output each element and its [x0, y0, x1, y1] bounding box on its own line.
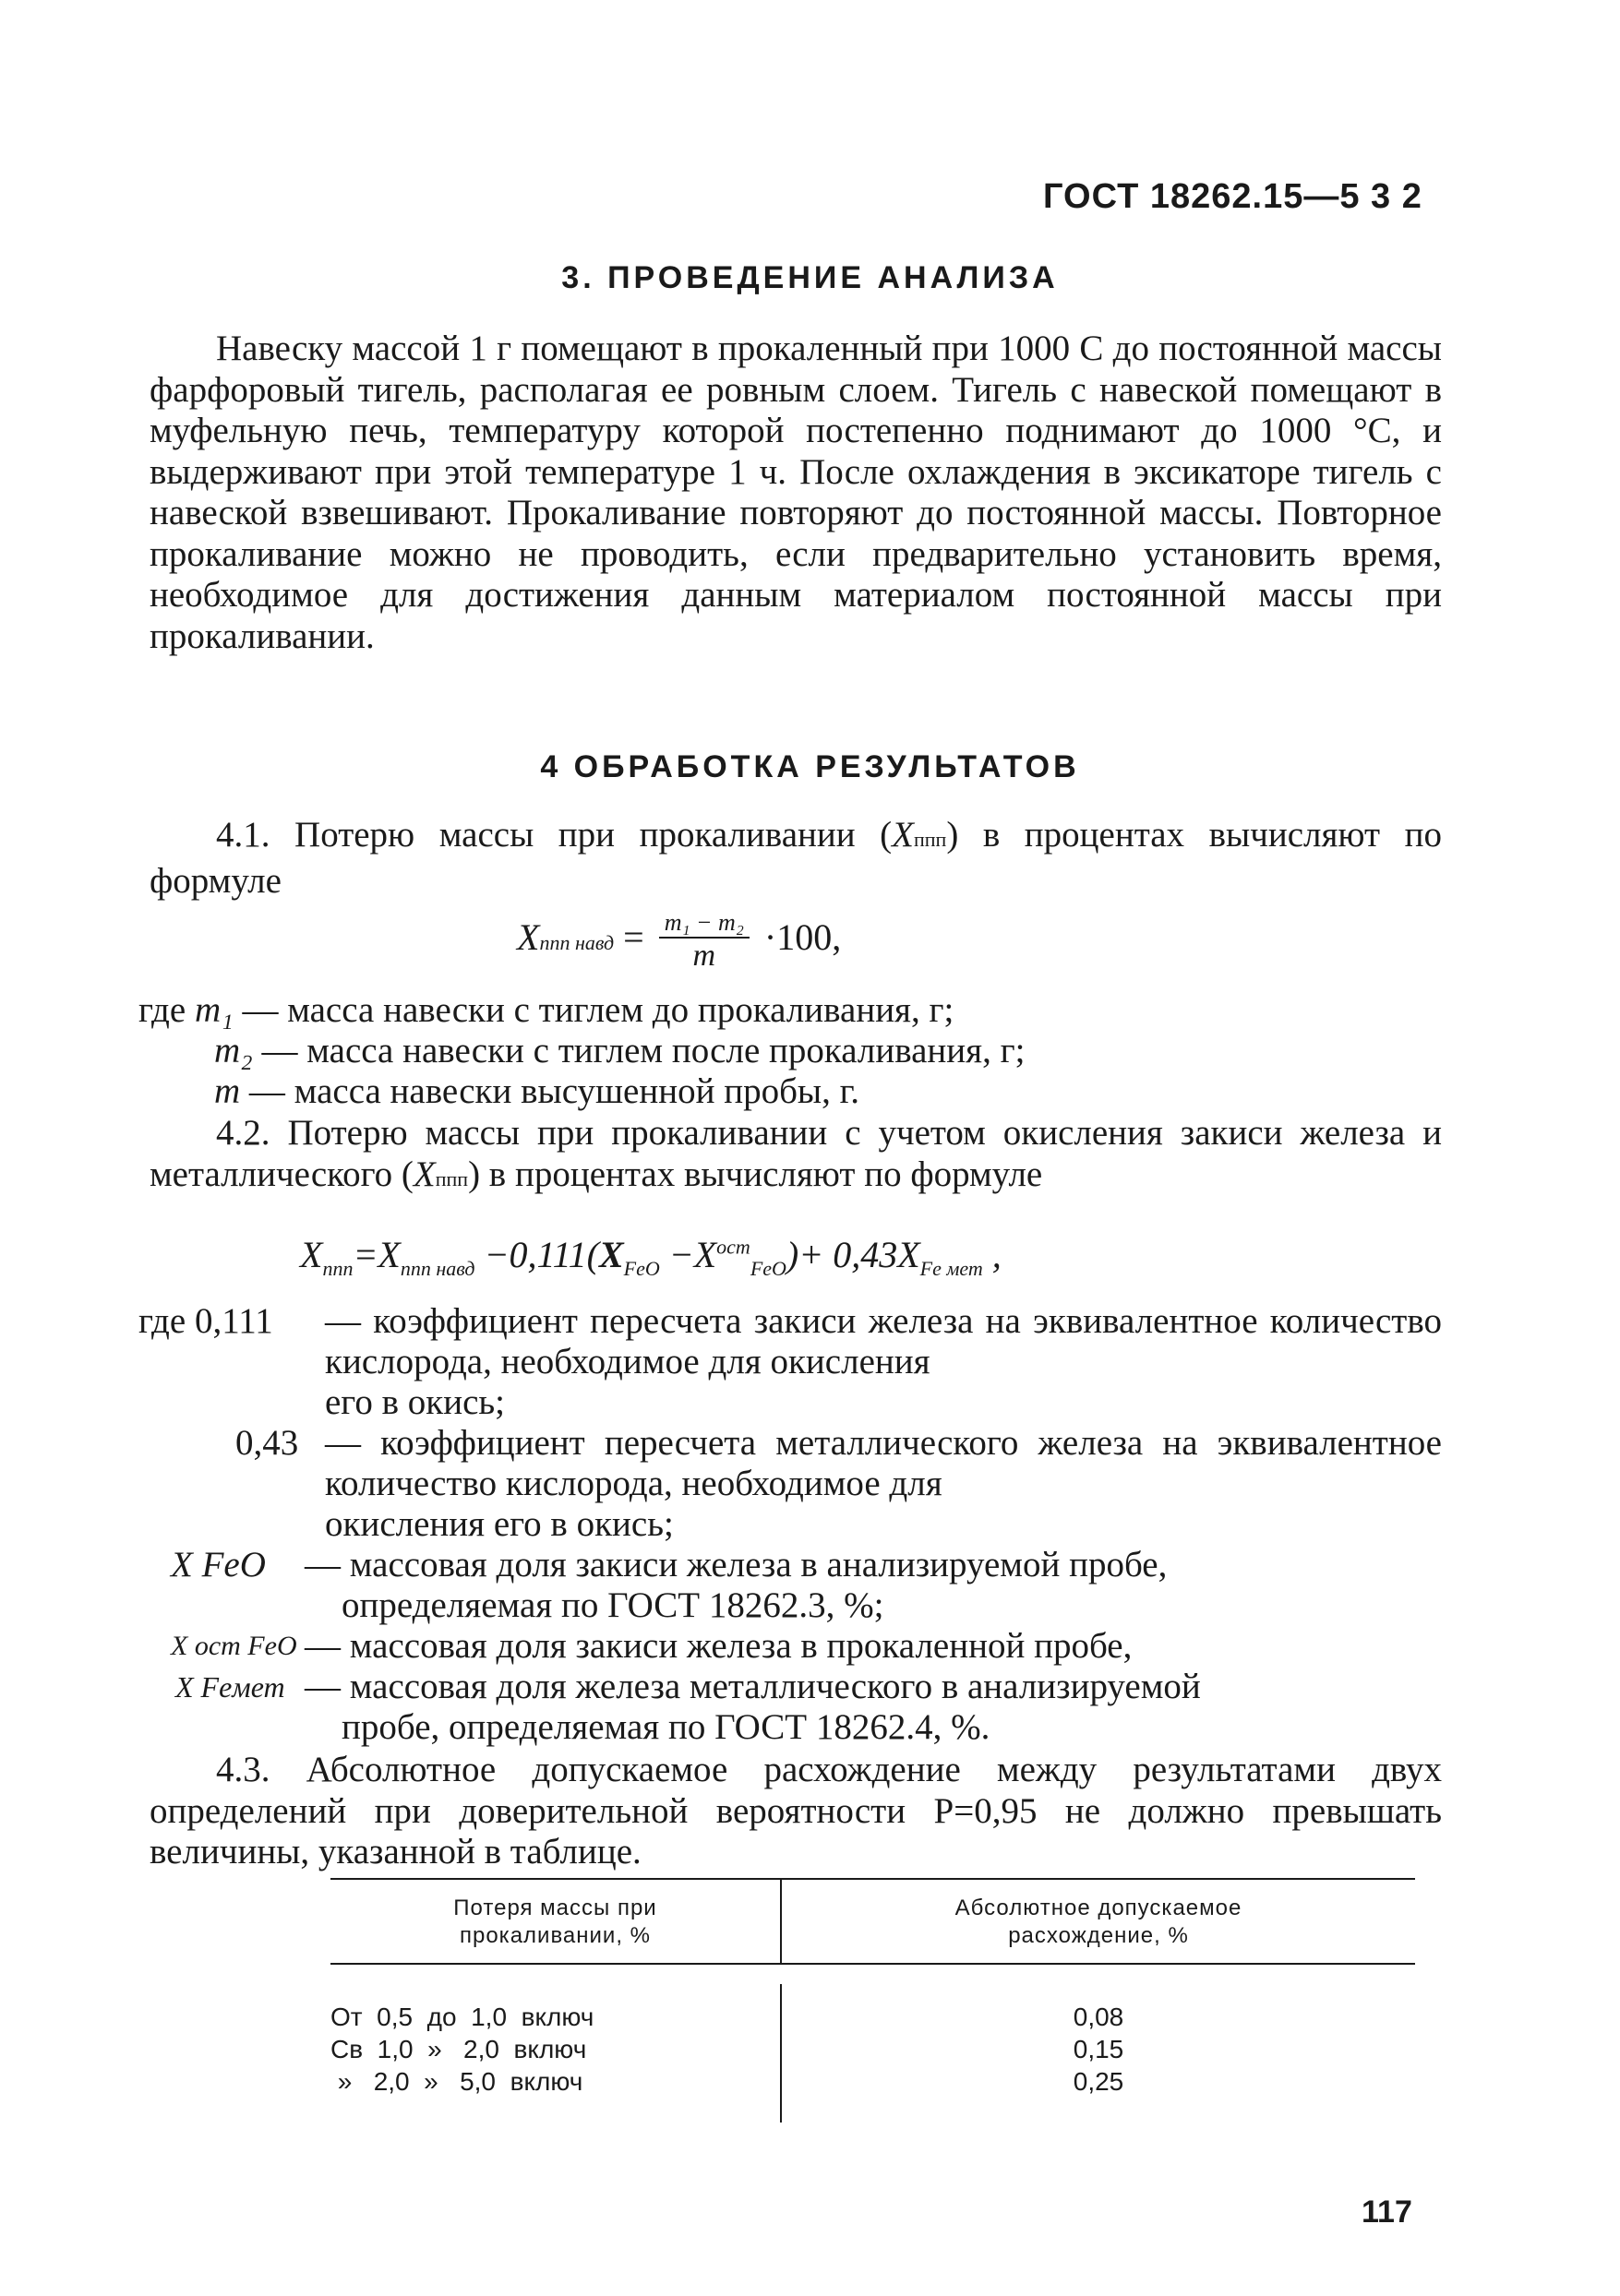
paragraph-4-2 — [150, 1113, 1442, 1200]
table-row-2-value: 0,15 — [1073, 2035, 1124, 2063]
table-row-2-range: Св 1,0 » 2,0 включ — [330, 2035, 587, 2063]
def-xfeo-ost-symbol: X ост FeO — [171, 1631, 297, 1661]
def-xfemet-line1: — массовая доля железа металлического в анализируемой — [305, 1667, 1201, 1706]
table-row-1-range: От 0,5 до 1,0 включ — [330, 2003, 594, 2031]
def-xfeo-ost-text — [305, 1626, 1132, 1667]
def-xfemet-line2: пробе, определяемая по ГОСТ 18262.4, %. — [342, 1707, 990, 1747]
def-m-symbol: m — [214, 1071, 241, 1111]
def-m2-symbol: m₂ — [214, 1031, 253, 1070]
def-xfeo-text — [305, 1545, 1167, 1626]
p41-var: X — [892, 815, 914, 855]
paragraph-4-1 — [150, 815, 1442, 902]
table-row-3-value: 0,25 — [1073, 2067, 1124, 2096]
page-number: 117 — [1362, 2194, 1412, 2230]
table-col2-header — [782, 1895, 1415, 1950]
col1-header-line1: Потеря массы при — [453, 1895, 657, 1920]
formula-1 — [517, 909, 841, 974]
def-0111-text — [325, 1301, 1442, 1423]
def-m1 — [138, 990, 954, 1031]
table-top-rule — [330, 1878, 1415, 1880]
formula1-tail: ·100, — [763, 916, 842, 959]
paragraph-4-3: 4.3. Абсолютное допускаемое расхождение между результатами двух определений при доверительной вероятности P=0,95 не должно превышать величины, указанной в таблице. — [150, 1750, 1442, 1871]
standard-code: ГОСТ 18262.15—5 3 2 — [1043, 177, 1422, 216]
def-0111-line1: — коэффициент пересчета закиси железа на эквивалентное количество кислорода, необходимое для окисления — [325, 1301, 1442, 1381]
col1-header-line2: прокаливании, % — [459, 1923, 652, 1948]
formula1-lhs-sub: ппп навд — [539, 931, 615, 955]
def-0111-symbol: где 0,111 — [138, 1301, 273, 1341]
def-043-line1: — коэффициент пересчета металлического железа на эквивалентное количество кислорода, необходимое для — [325, 1423, 1442, 1503]
def-043-text — [325, 1423, 1442, 1545]
def-m1-symbol: m₁ — [194, 990, 234, 1030]
p41-text-b: ) в процентах вычисляют по формуле — [150, 815, 1442, 901]
p42-var: X — [413, 1154, 436, 1194]
p42-sub: ппп — [435, 1166, 469, 1190]
def-xfeo-ost-line1: — массовая доля закиси железа в прокаленной пробе, — [305, 1626, 1133, 1666]
def-m1-text: — масса навески с тиглем до прокаливания, г; — [233, 990, 954, 1030]
p42-text-b: ) в процентах вычисляют по формуле — [468, 1154, 1043, 1194]
def-043-line2: окисления его в окись; — [325, 1504, 674, 1544]
formula1-lhs: X — [517, 916, 540, 959]
def-xfemet-symbol: X Feмет — [175, 1670, 285, 1704]
section-3-body: Навеску массой 1 г помещают в прокаленный при 1000 С до постоянной массы фарфоровый тигель, располагая ее ровным слоем. Тигель с навеской помещают в муфельную печь, температуру которой постепенно поднимают до 1000 °С, и выдерживают при этой температуре 1 ч. После охлаждения в эксикаторе тигель с навеской взвешивают. Прокаливание повторяют до постоянной массы. Повторное прокаливание можно не проводить, если предварительно установить время, необходимое для достижения данным материалом постоянной массы при прокаливании. — [150, 329, 1442, 656]
def-0111-line2: его в окись; — [325, 1382, 505, 1422]
col2-header-line1: Абсолютное допускаемое — [954, 1895, 1242, 1920]
def-m2-text: — масса навески с тиглем после прокаливания, г; — [252, 1031, 1026, 1070]
formula1-fraction — [659, 909, 750, 974]
p42-text-a: 4.2. Потерю массы при прокаливании с учетом окисления закиси железа и металлического ( — [150, 1113, 1442, 1194]
col2-header-line2: расхождение, % — [1008, 1923, 1189, 1948]
p41-text-a: 4.1. Потерю массы при прокаливании ( — [216, 815, 893, 855]
def-xfeo-symbol: X FeO — [171, 1545, 266, 1584]
def-m — [214, 1071, 859, 1112]
def-xfeo-line2: определяемая по ГОСТ 18262.3, %; — [342, 1585, 884, 1625]
formula1-eq: = — [623, 916, 644, 959]
p41-sub: ппп — [913, 828, 947, 851]
def-m-text: — масса навески высушенной пробы, г. — [240, 1071, 859, 1111]
section-4-title: 4 ОБРАБОТКА РЕЗУЛЬТАТОВ — [540, 749, 1080, 784]
formula1-denominator: m — [692, 939, 716, 973]
section-3-title: 3. ПРОВЕДЕНИЕ АНАЛИЗА — [561, 260, 1059, 295]
table-header-rule — [330, 1963, 1415, 1965]
def-xfeo-line1: — массовая доля закиси железа в анализируемой пробе, — [305, 1545, 1168, 1584]
def-043-symbol: 0,43 — [235, 1423, 299, 1463]
def-xfemet-text — [305, 1667, 1201, 1748]
def-m1-prefix: где — [138, 990, 195, 1030]
def-m2 — [214, 1031, 1025, 1071]
table-col1-header — [330, 1895, 780, 1950]
table-row-1-value: 0,08 — [1073, 2003, 1124, 2031]
formula1-numerator: m₁ − m₂ — [659, 909, 750, 939]
formula-2: $X_{ппп}=X_{ппп навд} -0,111(X_{FeO} -X^{ост}_{FeO})+ 0,43X_{Fe мет}$ , — [300, 1234, 1002, 1280]
table-row-3-range: » 2,0 » 5,0 включ — [330, 2067, 583, 2096]
